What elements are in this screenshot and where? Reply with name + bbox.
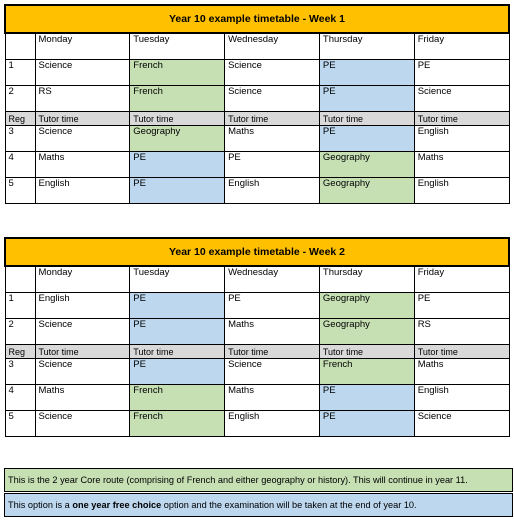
tutor-cell: Tutor time — [130, 345, 225, 359]
lesson-cell: Science — [414, 86, 509, 112]
lesson-cell: Science — [35, 319, 130, 345]
table-row — [5, 293, 509, 319]
day-header: Monday — [35, 266, 130, 293]
lesson-cell: English — [35, 293, 130, 319]
corner-cell — [5, 33, 35, 60]
tutor-cell: Tutor time — [130, 112, 225, 126]
core-route-note-text: This is the 2 year Core route (comprising of French and either geography or history). This will continue in year 11. — [8, 475, 468, 485]
table-row — [5, 385, 509, 411]
lesson-cell-core: French — [130, 385, 225, 411]
lesson-cell-choice: PE — [319, 411, 414, 437]
lesson-cell-core: Geography — [319, 178, 414, 204]
lesson-cell: Maths — [414, 359, 509, 385]
period-label: 4 — [5, 152, 35, 178]
lesson-cell-core: French — [130, 86, 225, 112]
lesson-cell-choice: PE — [130, 178, 225, 204]
lesson-cell-choice: PE — [319, 385, 414, 411]
lesson-cell-core: Geography — [319, 152, 414, 178]
table-row — [5, 411, 509, 437]
lesson-cell: Maths — [414, 152, 509, 178]
period-label: 1 — [5, 60, 35, 86]
table-row — [5, 86, 509, 112]
registration-row — [5, 345, 509, 359]
period-label: 5 — [5, 411, 35, 437]
table-row — [5, 359, 509, 385]
period-label: 3 — [5, 359, 35, 385]
lesson-cell: Science — [35, 359, 130, 385]
period-label: Reg — [5, 345, 35, 359]
lesson-cell: Maths — [225, 126, 320, 152]
lesson-cell: PE — [414, 293, 509, 319]
lesson-cell: English — [35, 178, 130, 204]
tutor-cell: Tutor time — [225, 345, 320, 359]
period-label: 2 — [5, 86, 35, 112]
day-header: Tuesday — [130, 266, 225, 293]
lesson-cell-choice: PE — [130, 293, 225, 319]
lesson-cell-choice: PE — [319, 60, 414, 86]
lesson-cell-core: Geography — [130, 126, 225, 152]
lesson-cell: Maths — [35, 152, 130, 178]
lesson-cell: English — [414, 178, 509, 204]
lesson-cell-core: French — [130, 411, 225, 437]
lesson-cell-choice: PE — [319, 86, 414, 112]
day-header: Monday — [35, 33, 130, 60]
table-row — [5, 178, 509, 204]
table-row — [5, 60, 509, 86]
day-header: Wednesday — [225, 33, 320, 60]
day-header: Wednesday — [225, 266, 320, 293]
table-row — [5, 126, 509, 152]
lesson-cell: Science — [225, 86, 320, 112]
week1-timetable — [4, 4, 510, 204]
tutor-cell: Tutor time — [225, 112, 320, 126]
week2-timetable — [4, 237, 510, 437]
lesson-cell-core: Geography — [319, 319, 414, 345]
tutor-cell: Tutor time — [35, 112, 130, 126]
lesson-cell: PE — [225, 293, 320, 319]
registration-row — [5, 112, 509, 126]
table-row — [5, 152, 509, 178]
core-route-note — [4, 468, 513, 492]
tutor-cell: Tutor time — [414, 345, 509, 359]
lesson-cell: Science — [35, 60, 130, 86]
tutor-cell: Tutor time — [414, 112, 509, 126]
lesson-cell-choice: PE — [130, 359, 225, 385]
lesson-cell: English — [414, 385, 509, 411]
lesson-cell-core: French — [130, 60, 225, 86]
lesson-cell: Science — [225, 60, 320, 86]
table-row — [5, 319, 509, 345]
tutor-cell: Tutor time — [35, 345, 130, 359]
lesson-cell: English — [225, 178, 320, 204]
lesson-cell: English — [414, 126, 509, 152]
lesson-cell: Science — [225, 359, 320, 385]
day-header: Friday — [414, 266, 509, 293]
corner-cell — [5, 266, 35, 293]
period-label: 4 — [5, 385, 35, 411]
lesson-cell-core: Geography — [319, 293, 414, 319]
lesson-cell-choice: PE — [130, 319, 225, 345]
week2-title: Year 10 example timetable - Week 2 — [5, 238, 509, 266]
lesson-cell: RS — [35, 86, 130, 112]
day-header: Thursday — [319, 266, 414, 293]
period-label: 5 — [5, 178, 35, 204]
week1-title: Year 10 example timetable - Week 1 — [5, 5, 509, 33]
period-label: 1 — [5, 293, 35, 319]
tutor-cell: Tutor time — [319, 112, 414, 126]
lesson-cell-choice: PE — [130, 152, 225, 178]
day-header: Tuesday — [130, 33, 225, 60]
period-label: Reg — [5, 112, 35, 126]
day-header: Thursday — [319, 33, 414, 60]
day-header: Friday — [414, 33, 509, 60]
lesson-cell: PE — [414, 60, 509, 86]
lesson-cell: Science — [35, 411, 130, 437]
lesson-cell: Science — [414, 411, 509, 437]
lesson-cell-choice: PE — [319, 126, 414, 152]
lesson-cell: Maths — [225, 385, 320, 411]
period-label: 3 — [5, 126, 35, 152]
lesson-cell: Maths — [35, 385, 130, 411]
lesson-cell: Maths — [225, 319, 320, 345]
free-choice-note-start: This option is a — [8, 500, 73, 510]
free-choice-note-end: option and the examination will be taken at the end of year 10. — [161, 500, 417, 510]
free-choice-note-bold: one year free choice — [72, 500, 162, 510]
period-label: 2 — [5, 319, 35, 345]
lesson-cell: RS — [414, 319, 509, 345]
tutor-cell: Tutor time — [319, 345, 414, 359]
free-choice-note — [4, 493, 513, 517]
lesson-cell: Science — [35, 126, 130, 152]
lesson-cell: PE — [225, 152, 320, 178]
lesson-cell: English — [225, 411, 320, 437]
lesson-cell-core: French — [319, 359, 414, 385]
